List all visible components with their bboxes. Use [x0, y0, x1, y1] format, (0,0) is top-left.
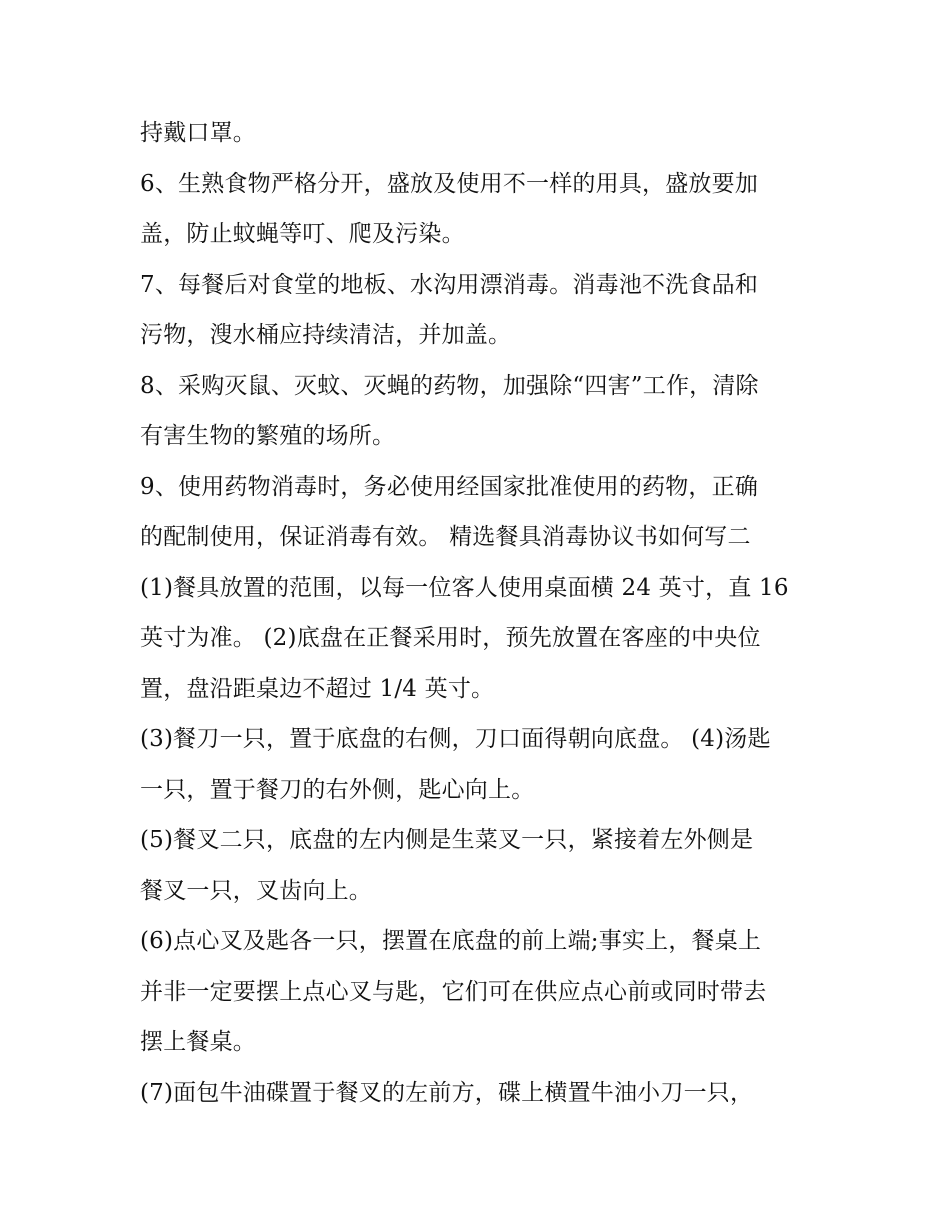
text-line: (6)点心叉及匙各一只，摆置在底盘的前上端;事实上，餐桌上	[140, 928, 762, 954]
text-line: 6、生熟食物严格分开，盛放及使用不一样的用具，盛放要加	[140, 170, 759, 197]
text-line: 7、每餐后对食堂的地板、水沟用漂消毒。消毒池不洗食品和	[140, 271, 759, 298]
text-line: 餐叉一只，叉齿向上。	[140, 877, 372, 904]
text-line: 持戴口罩。	[140, 120, 256, 146]
document-body	[140, 108, 820, 1118]
text-line: 8、采购灭鼠、灭蚊、灭蝇的药物，加强除“四害”工作，清除	[140, 372, 759, 399]
text-line: 英寸为准。 (2)底盘在正餐采用时，预先放置在客座的中央位	[140, 625, 761, 651]
text-line: 置，盘沿距桌边不超过 1/4 英寸。	[140, 675, 495, 702]
text-line: 污物，溲水桶应持续清洁，并加盖。	[140, 322, 512, 348]
text-line: (1)餐具放置的范围，以每一位客人使用桌面横 24 英寸，直 16	[140, 574, 789, 601]
text-line: (5)餐叉二只，底盘的左内侧是生菜叉一只，紧接着左外侧是	[140, 827, 754, 853]
text-line: 并非一定要摆上点心叉与匙，它们可在供应点心前或同时带去	[140, 978, 767, 1005]
text-line: 9、使用药物消毒时，务必使用经国家批准使用的药物，正确	[140, 473, 759, 500]
text-line: 有害生物的繁殖的场所。	[140, 423, 396, 449]
text-line: 一只，置于餐刀的右外侧，匙心向上。	[140, 776, 535, 803]
text-line: 摆上餐桌。	[140, 1029, 256, 1055]
text-line: (7)面包牛油碟置于餐叉的左前方，碟上横置牛油小刀一只，	[140, 1079, 754, 1106]
text-line: 盖，防止蚊蝇等叮、爬及污染。	[140, 221, 465, 247]
text-line: 的配制使用，保证消毒有效。 精选餐具消毒协议书如何写二	[140, 524, 751, 550]
text-line: (3)餐刀一只，置于底盘的右侧，刀口面得朝向底盘。 (4)汤匙	[140, 726, 771, 752]
